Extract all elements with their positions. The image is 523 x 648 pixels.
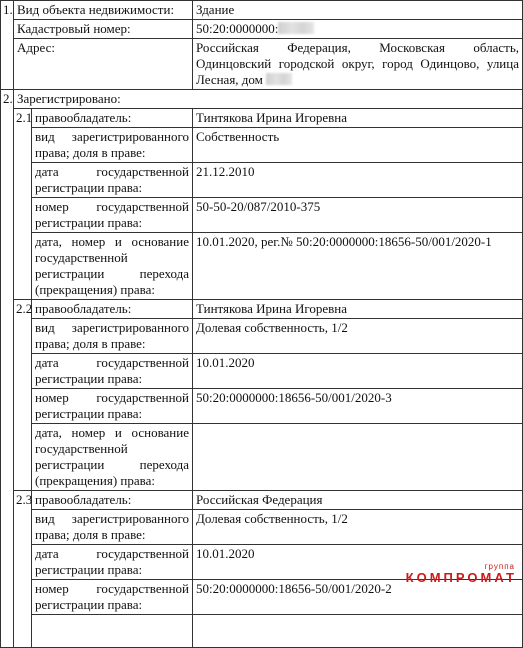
redaction-blur (278, 22, 314, 34)
entry-2-2-reg-date-row (1, 354, 523, 389)
holder-label: правообладатель: (32, 109, 193, 128)
address-row (1, 39, 523, 90)
entry-2-2-holder-row (1, 300, 523, 319)
address-label: Адрес: (14, 39, 193, 90)
entry-number: 2.2 (14, 300, 32, 491)
reg-number-value: 50:20:0000000:18656-50/001/2020-3 (193, 389, 523, 424)
entry-2-2-right-kind-row (1, 319, 523, 354)
transfer-value: 10.01.2020, рег.№ 50:20:0000000:18656-50/001/2020-1 (193, 233, 523, 300)
reg-date-label: дата государственной регистрации права: (32, 354, 193, 389)
right-kind-label: вид зарегистрированного права; доля в праве: (32, 319, 193, 354)
entry-2-2-transfer-row (1, 424, 523, 491)
cadastral-cell (193, 20, 523, 39)
entry-2-1-transfer-row (1, 233, 523, 300)
cadastral-value: 50:20:0000000: (196, 21, 279, 36)
reg-number-value: 50:20:0000000:18656-50/001/2020-2 (193, 580, 523, 615)
right-kind-value: Долевая собственность, 1/2 (193, 319, 523, 354)
transfer-label: дата, номер и основание государственной регистрации перехода (прекращения) права: (32, 233, 193, 300)
entry-2-1-reg-date-row (1, 163, 523, 198)
reg-date-label: дата государственной регистрации права: (32, 163, 193, 198)
holder-value: Тинтякова Ирина Игоревна (193, 300, 523, 319)
holder-value: Тинтякова Ирина Игоревна (193, 109, 523, 128)
reg-number-value: 50-50-20/087/2010-375 (193, 198, 523, 233)
right-kind-value: Долевая собственность, 1/2 (193, 510, 523, 545)
reg-number-label: номер государственной регистрации права: (32, 580, 193, 615)
right-kind-value: Собственность (193, 128, 523, 163)
entry-2-3-holder-row (1, 491, 523, 510)
object-type-value: Здание (193, 1, 523, 20)
transfer-value-placeholder (193, 615, 523, 648)
transfer-value (193, 424, 523, 491)
reg-number-label: номер государственной регистрации права: (32, 389, 193, 424)
object-type-row (1, 1, 523, 20)
entry-2-1-holder-row (1, 109, 523, 128)
entry-2-2-reg-number-row (1, 389, 523, 424)
registered-row (1, 90, 523, 109)
object-type-label: Вид объекта недвижимости: (14, 1, 193, 20)
cadastral-label: Кадастровый номер: (14, 20, 193, 39)
entry-2-3-right-kind-row (1, 510, 523, 545)
watermark-logo: КОМПРОМАТ (405, 570, 517, 585)
transfer-label-placeholder (32, 615, 193, 648)
section-number-1: 1. (1, 1, 14, 90)
entry-number: 2.3 (14, 491, 32, 648)
registered-label: Зарегистрировано: (14, 90, 523, 109)
watermark-group-label: группа (484, 562, 515, 571)
right-kind-label: вид зарегистрированного права; доля в праве: (32, 510, 193, 545)
entry-2-3-transfer-row (1, 615, 523, 648)
redaction-blur (266, 73, 292, 85)
cadastral-row (1, 20, 523, 39)
reg-date-label: дата государственной регистрации права: (32, 545, 193, 580)
holder-value: Российская Федерация (193, 491, 523, 510)
transfer-label: дата, номер и основание государственной регистрации перехода (прекращения) права: (32, 424, 193, 491)
address-value: Российская Федерация, Московская область, Одинцовский городской округ, город Одинцово, улица Лесная, дом (196, 40, 519, 87)
holder-label: правообладатель: (32, 491, 193, 510)
entry-2-1-reg-number-row (1, 198, 523, 233)
reg-date-value: 10.01.2020 (193, 545, 523, 580)
holder-label: правообладатель: (32, 300, 193, 319)
entry-number: 2.1 (14, 109, 32, 300)
reg-number-label: номер государственной регистрации права: (32, 198, 193, 233)
entry-2-1-right-kind-row (1, 128, 523, 163)
address-cell (193, 39, 523, 90)
reg-date-value: 10.01.2020 (193, 354, 523, 389)
section-number-2: 2. (1, 90, 14, 648)
right-kind-label: вид зарегистрированного права; доля в праве: (32, 128, 193, 163)
reg-date-value: 21.12.2010 (193, 163, 523, 198)
